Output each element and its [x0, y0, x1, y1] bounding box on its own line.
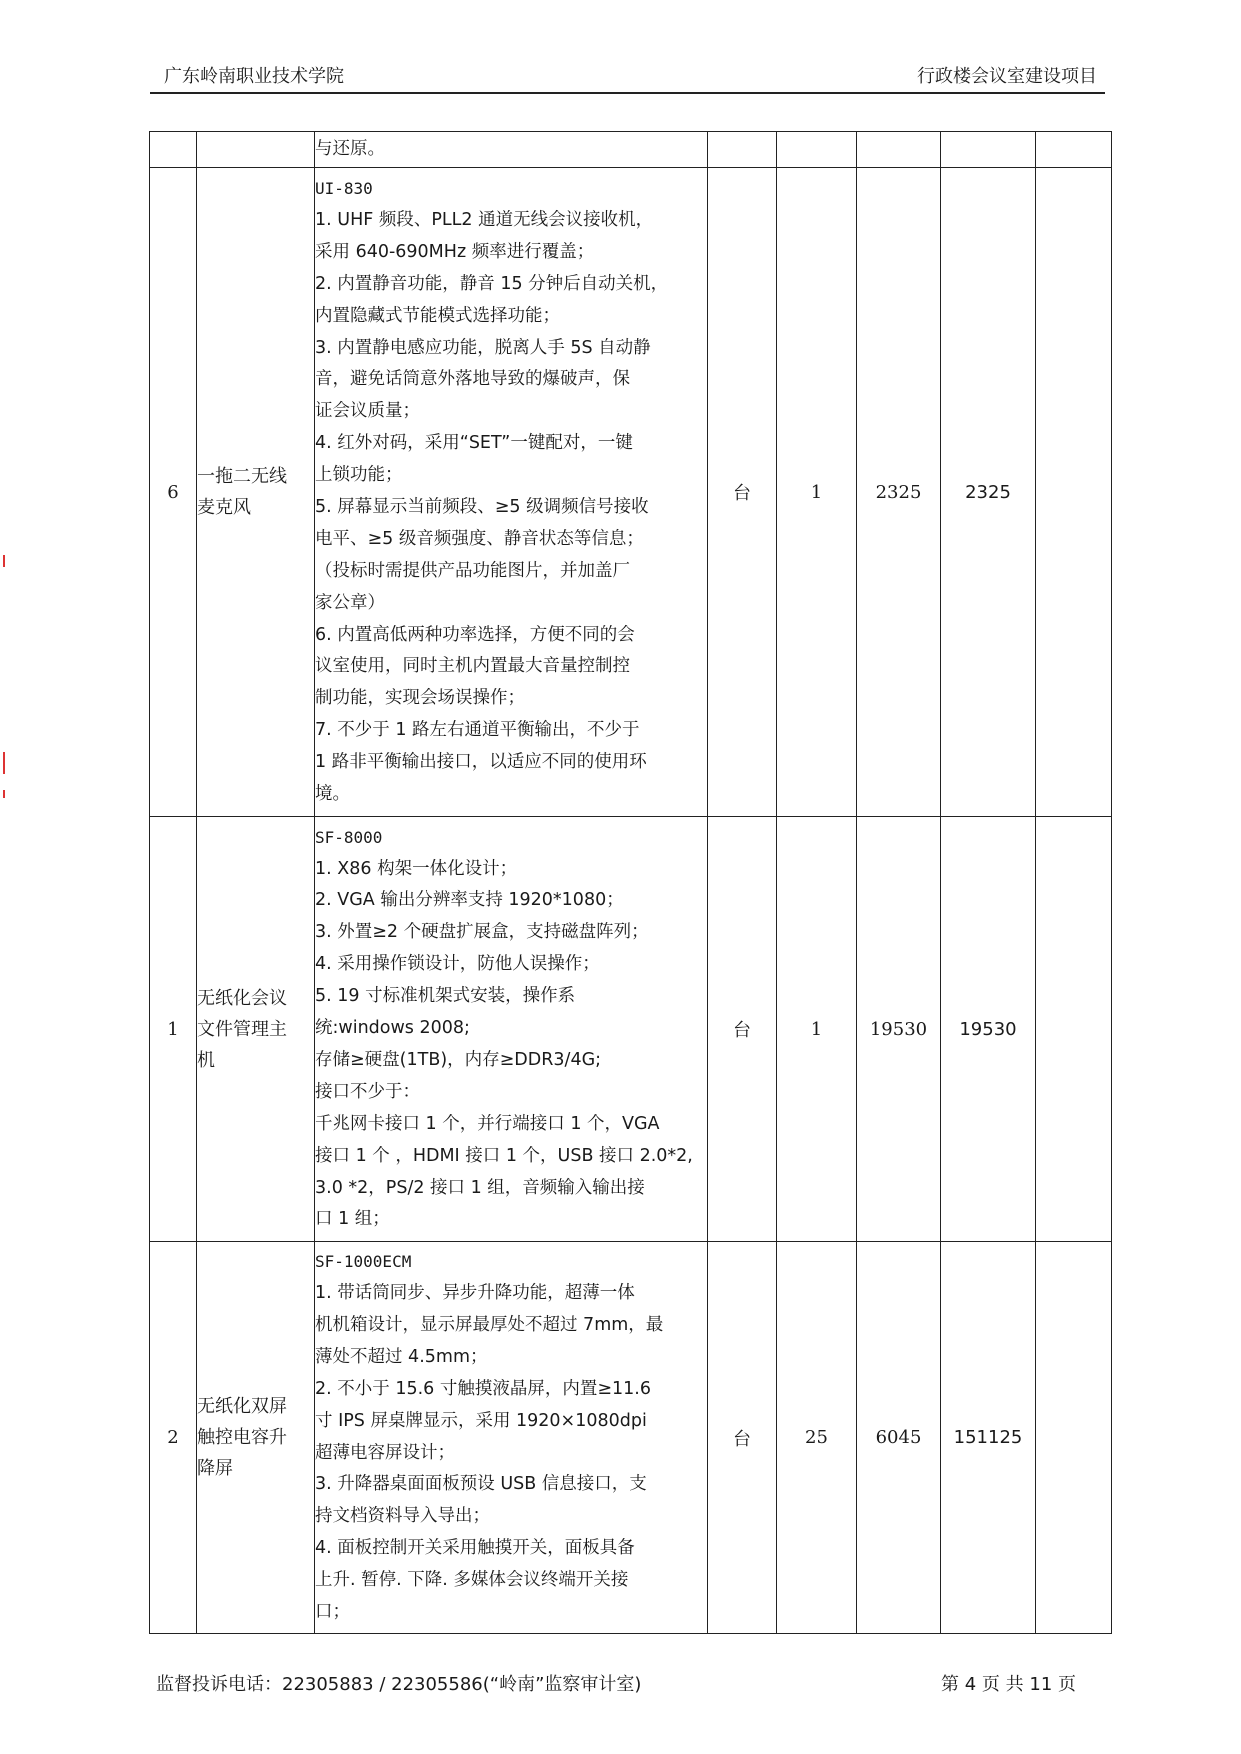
cell-unit: [708, 132, 777, 168]
description-line: 议室使用，同时主机内置最大音量控制控: [315, 656, 630, 677]
name-line: 无纸化会议: [197, 987, 287, 1009]
description-line: 千兆网卡接口 1 个，并行端接口 1 个，VGA: [315, 1113, 660, 1134]
header-project: 行政楼会议室建设项目: [917, 66, 1097, 87]
description-line: 1 路非平衡输出接口，以适应不同的使用环: [315, 752, 647, 773]
name-line: 降屏: [197, 1458, 233, 1479]
cell-qty: 25: [777, 1242, 857, 1634]
cell-no: 2: [150, 1242, 197, 1634]
description-line: 家公章）: [315, 592, 385, 613]
description-line: 薄处不超过 4.5mm；: [315, 1346, 488, 1367]
cell-price: [857, 132, 941, 168]
cell-unit: 台: [708, 1242, 777, 1634]
page-number: 第 4 页 共 11 页: [941, 1674, 1076, 1695]
description-line: 4. 面板控制开关采用触摸开关，面板具备: [315, 1538, 635, 1559]
scan-mark: [3, 790, 5, 798]
description-line: 1. UHF 频段、PLL2 通道无线会议接收机，: [315, 209, 654, 230]
cell-unit: 台: [708, 168, 777, 817]
description-line: 3.0 *2，PS/2 接口 1 组，音频输入输出接: [315, 1177, 645, 1198]
cell-remark: [1036, 132, 1112, 168]
description-line: 与还原。: [315, 138, 385, 159]
description-line: 接口不少于：: [315, 1081, 420, 1102]
table-row-lift-screen: [150, 1242, 1112, 1634]
cell-name: [197, 132, 315, 168]
description-line: 6. 内置高低两种功率选择，方便不同的会: [315, 624, 635, 645]
description-line: 口 1 组；: [315, 1209, 390, 1230]
cell-qty: 1: [777, 168, 857, 817]
cell-total: 151125: [941, 1242, 1036, 1634]
description-line: 1. X86 构架一体化设计；: [315, 858, 518, 879]
description-line: 3. 升降器桌面面板预设 USB 信息接口，支: [315, 1474, 647, 1495]
cell-description: [315, 1242, 708, 1634]
cell-name: [197, 168, 315, 817]
scan-mark: [3, 555, 5, 567]
description-line: 持文档资料导入导出；: [315, 1506, 490, 1527]
cell-remark: [1036, 1242, 1112, 1634]
description-line: 上锁功能；: [315, 465, 403, 486]
description-line: 2. VGA 输出分辨率支持 1920*1080；: [315, 890, 624, 911]
cell-no: 1: [150, 817, 197, 1242]
cell-qty: [777, 132, 857, 168]
description-line: 7. 不少于 1 路左右通道平衡输出，不少于: [315, 720, 640, 741]
description-line: 4. 红外对码，采用“SET”一键配对，一键: [315, 433, 633, 454]
cell-qty: 1: [777, 817, 857, 1242]
cell-description: [315, 168, 708, 817]
table-row-continuation: [150, 132, 1112, 168]
model-number: SF-1000ECM: [315, 1252, 412, 1272]
cell-name: [197, 1242, 315, 1634]
description-line: 境。: [315, 784, 350, 805]
cell-total: [941, 132, 1036, 168]
model-number: SF-8000: [315, 827, 383, 847]
description-line: 统:windows 2008;: [315, 1018, 470, 1039]
description-line: 证会议质量；: [315, 401, 420, 422]
name-line: 无纸化双屏: [197, 1396, 287, 1417]
cell-remark: [1036, 168, 1112, 817]
cell-no: 6: [150, 168, 197, 817]
cell-total: 2325: [941, 168, 1036, 817]
scan-mark: [3, 752, 5, 774]
description-line: 2. 不小于 15.6 寸触摸液晶屏，内置≥11.6: [315, 1378, 651, 1399]
description-line: 5. 屏幕显示当前频段、≥5 级调频信号接收: [315, 497, 649, 517]
name-line: 一拖二无线: [197, 466, 287, 487]
header-institution: 广东岭南职业技术学院: [164, 66, 344, 87]
name-line: 机: [197, 1049, 215, 1071]
page-header: [150, 64, 1105, 94]
description-line: 音，避免话筒意外落地导致的爆破声，保: [315, 369, 630, 390]
description-line: 制功能，实现会场误操作；: [315, 688, 525, 709]
description-line: 3. 外置≥2 个硬盘扩展盒，支持磁盘阵列；: [315, 922, 649, 943]
cell-price: 6045: [857, 1242, 941, 1634]
name-line: 文件管理主: [197, 1018, 287, 1040]
description-line: 1. 带话筒同步、异步升降功能，超薄一体: [315, 1283, 635, 1304]
table-row-paperless-host: [150, 817, 1112, 1242]
description-line: 4. 采用操作锁设计，防他人误操作；: [315, 954, 600, 975]
cell-name: [197, 817, 315, 1242]
cell-description: [315, 132, 708, 168]
description-line: 5. 19 寸标准机架式安装，操作系: [315, 986, 576, 1007]
equipment-spec-table: [149, 131, 1112, 1634]
description-line: 采用 640-690MHz 频率进行覆盖；: [315, 241, 595, 262]
cell-no: [150, 132, 197, 168]
description-line: 口；: [315, 1601, 350, 1622]
description-line: 3. 内置静电感应功能，脱离人手 5S 自动静: [315, 337, 651, 358]
cell-remark: [1036, 817, 1112, 1242]
name-line: 触控电容升: [197, 1427, 287, 1448]
complaint-hotline: 监督投诉电话：22305883 / 22305586(“岭南”监察审计室): [156, 1674, 642, 1695]
cell-description: [315, 817, 708, 1242]
description-line: 寸 IPS 屏桌牌显示，采用 1920×1080dpi: [315, 1410, 647, 1431]
description-line: （投标时需提供产品功能图片，并加盖厂: [315, 560, 630, 581]
page-footer: [156, 1670, 1086, 1700]
cell-price: 2325: [857, 168, 941, 817]
description-line: 超薄电容屏设计；: [315, 1442, 455, 1463]
table-row-wireless-mic: [150, 168, 1112, 817]
description-line: 机机箱设计，显示屏最厚处不超过 7mm，最: [315, 1314, 664, 1335]
description-line: 电平、≥5 级音频强度、静音状态等信息；: [315, 528, 644, 549]
cell-price: 19530: [857, 817, 941, 1242]
description-line: 上升. 暂停. 下降. 多媒体会议终端开关接: [315, 1570, 629, 1591]
name-line: 麦克风: [197, 497, 251, 518]
description-line: 存储≥硬盘(1TB)，内存≥DDR3/4G;: [315, 1049, 602, 1070]
model-number: UI-830: [315, 179, 373, 199]
description-line: 接口 1 个 ，HDMI 接口 1 个，USB 接口 2.0*2,: [315, 1145, 693, 1166]
cell-total: 19530: [941, 817, 1036, 1242]
description-line: 内置隐藏式节能模式选择功能；: [315, 305, 560, 326]
description-line: 2. 内置静音功能，静音 15 分钟后自动关机，: [315, 273, 669, 294]
cell-unit: 台: [708, 817, 777, 1242]
